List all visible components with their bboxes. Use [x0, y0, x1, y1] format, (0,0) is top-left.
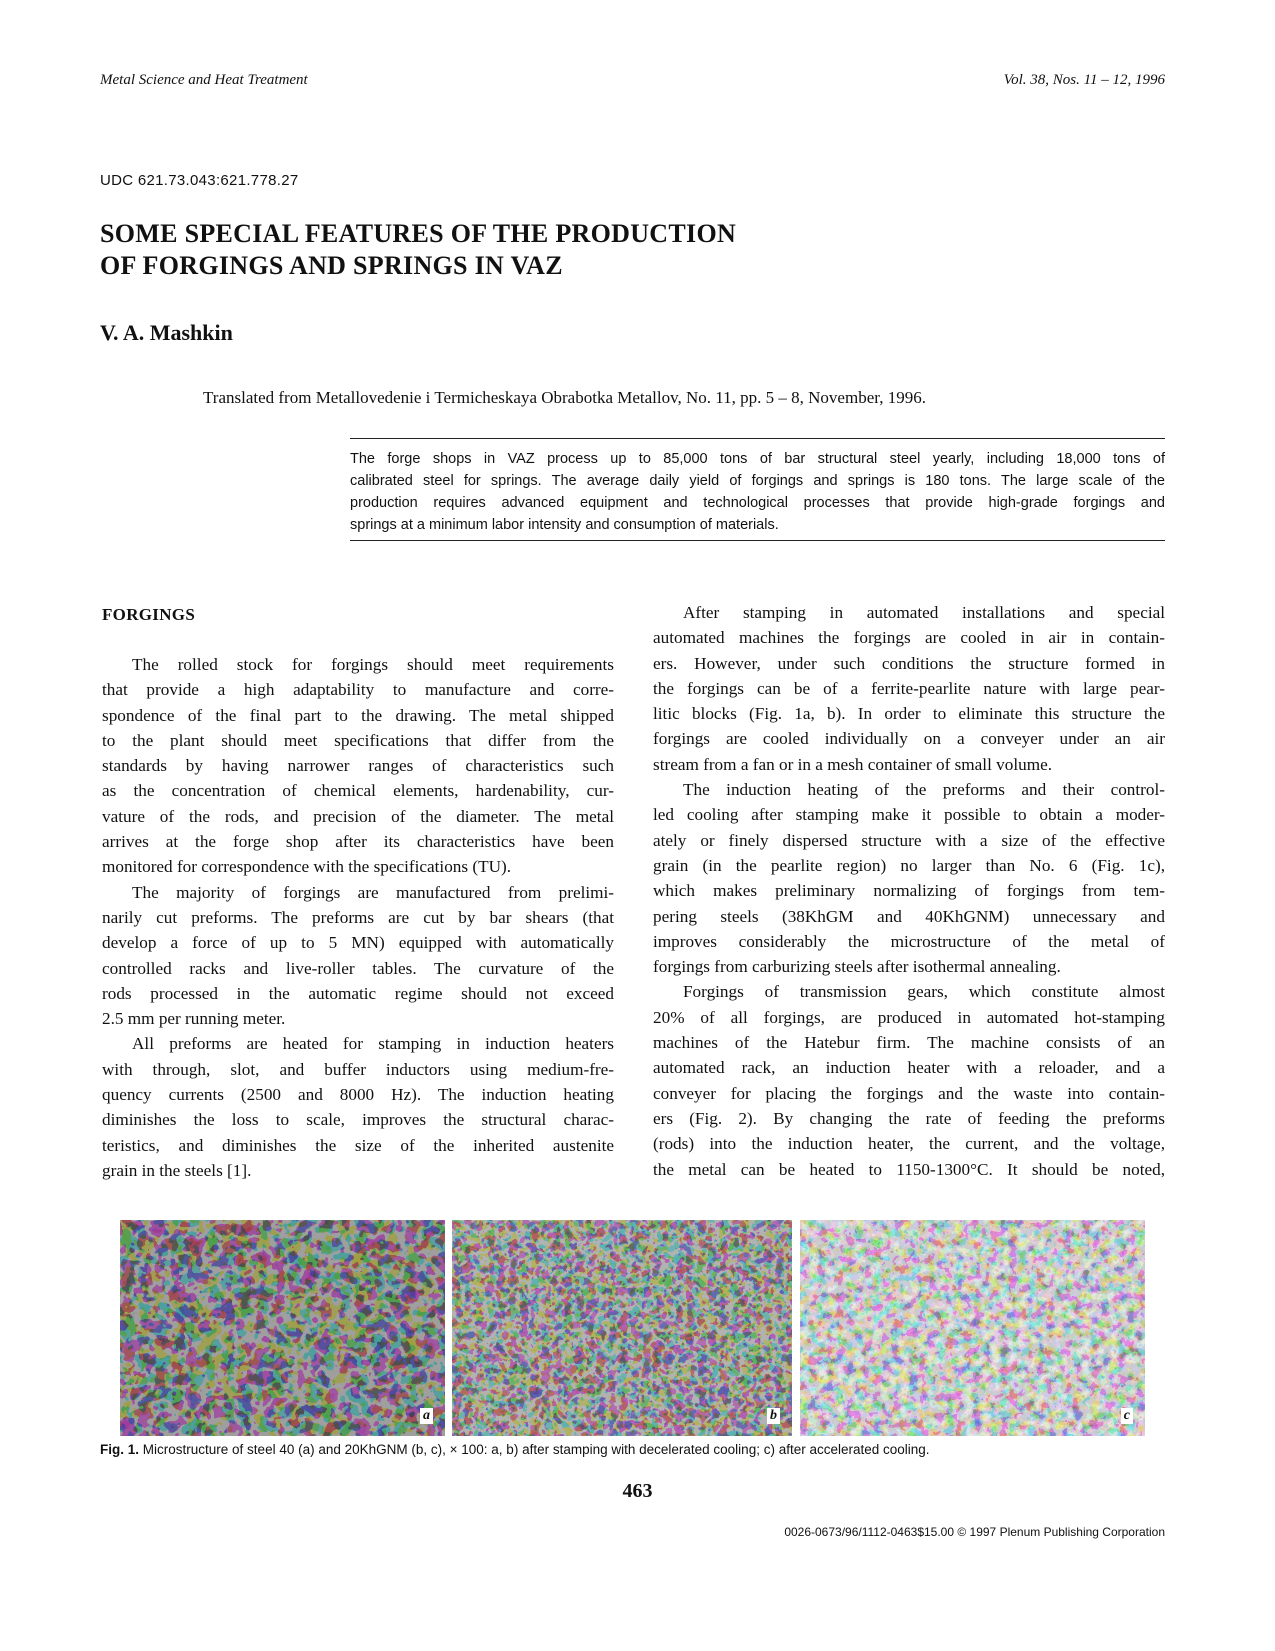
text-line: spondence of the final part to the drawing. The metal shipped [102, 705, 614, 725]
caption-label: Fig. 1. [100, 1442, 140, 1457]
text-line: monitored for correspondence with the specifications (TU). [102, 857, 512, 877]
text-line: arrives at the forge shop after its characteristics have been [102, 832, 614, 852]
caption-text: Microstructure of steel 40 (a) and 20KhGNM (b, c), × 100: a, b) after stamping with decelerated cooling; c) after accelerated cooling. [142, 1442, 930, 1457]
text-line: The induction heating of the preforms and their control- [683, 780, 1165, 800]
abstract-bottom-rule [350, 540, 1165, 541]
text-line: litic blocks (Fig. 1a, b). In order to eliminate this structure the [653, 704, 1165, 724]
translation-note: Translated from Metallovedenie i Termicheskaya Obrabotka Metallov, No. 11, pp. 5 – 8, November, 1996. [203, 388, 926, 407]
text-line: to the plant should meet specifications that differ from the [102, 730, 614, 750]
micrograph-panel-a [120, 1220, 445, 1436]
page-number: 463 [622, 1480, 653, 1502]
text-line: standards by having narrower ranges of characteristics such [102, 756, 614, 776]
udc-code: UDC 621.73.043:621.778.27 [100, 172, 299, 189]
author-name: V. A. Mashkin [100, 320, 233, 345]
text-line: forgings from carburizing steels after isothermal annealing. [653, 957, 1061, 977]
article-title [100, 218, 900, 282]
right-column [653, 600, 1165, 1182]
micrograph-a-image [120, 1220, 445, 1436]
text-line: pering steels (38KhGM and 40KhGNM) unnecessary and [653, 906, 1165, 926]
text-line: grain (in the pearlite region) no larger than No. 6 (Fig. 1c), [653, 855, 1165, 875]
text-line: led cooling after stamping make it possible to obtain a moder- [653, 805, 1165, 825]
abstract-top-rule [350, 438, 1165, 439]
text-line: develop a force of up to 5 MN) equipped with automatically [102, 933, 614, 953]
text-line: conveyer for placing the forgings and the waste into contain- [653, 1083, 1165, 1103]
text-line: narily cut preforms. The preforms are cut by bar shears (that [102, 907, 614, 927]
figure-1-micrographs [120, 1220, 1145, 1436]
figure-caption [100, 1442, 930, 1457]
text-line: grain in the steels [1]. [102, 1160, 252, 1180]
text-line: 20% of all forgings, are produced in automated hot-stamping [653, 1007, 1165, 1027]
section-heading: FORGINGS [102, 605, 196, 624]
abstract-line: springs at a minimum labor intensity and consumption of materials. [350, 517, 779, 533]
text-line: improves considerably the microstructure of the metal of [653, 931, 1165, 951]
text-line: stream from a fan or in a mesh container of small volume. [653, 754, 1053, 774]
panel-letter-a: a [420, 1408, 433, 1424]
text-line: quency currents (2500 and 8000 Hz). The induction heating [102, 1085, 614, 1105]
journal-name: Metal Science and Heat Treatment [100, 72, 308, 88]
text-line: The rolled stock for forgings should meet requirements [132, 655, 614, 674]
text-line: The majority of forgings are manufactured from prelimi- [132, 882, 614, 902]
text-line: ers (Fig. 2). By changing the rate of feeding the preforms [653, 1108, 1165, 1128]
abstract-line: The forge shops in VAZ process up to 85,000 tons of bar structural steel yearly, including 18,000 tons of [350, 451, 1165, 467]
text-line: All preforms are heated for stamping in induction heaters [132, 1034, 614, 1054]
text-line: the forgings can be of a ferrite-pearlite nature with large pear- [653, 678, 1165, 698]
micrograph-c-image [800, 1220, 1145, 1436]
micrograph-panel-b [452, 1220, 792, 1436]
abstract-line: production requires advanced equipment and technological processes that provide high-grade forgings and [350, 495, 1165, 511]
copyright-code: 0026-0673/96/1112-0463$15.00 © 1997 Plenum Publishing Corporation [784, 1525, 1165, 1539]
panel-letter-b: b [767, 1408, 780, 1424]
text-line: ers. However, under such conditions the structure formed in [653, 653, 1165, 673]
text-line: After stamping in automated installations and special [683, 603, 1165, 622]
text-line: teristics, and diminishes the size of the inherited austenite [102, 1135, 614, 1155]
abstract [350, 448, 1165, 536]
title-line-1: SOME SPECIAL FEATURES OF THE PRODUCTION [100, 219, 737, 248]
text-line: the metal can be heated to 1150-1300°C. It should be noted, [653, 1159, 1165, 1179]
text-line: ately or finely dispersed structure with a size of the effective [653, 830, 1165, 850]
text-line: as the concentration of chemical elements, hardenability, cur- [102, 781, 614, 801]
text-line: vature of the rods, and precision of the diameter. The metal [102, 806, 614, 826]
volume-info: Vol. 38, Nos. 11 – 12, 1996 [1003, 72, 1165, 88]
panel-letter-c: c [1121, 1408, 1133, 1424]
text-line: with through, slot, and buffer inductors using medium-fre- [102, 1059, 614, 1079]
micrograph-panel-c [800, 1220, 1145, 1436]
micrograph-b-image [452, 1220, 792, 1436]
text-line: automated machines the forgings are cooled in air in contain- [653, 628, 1165, 648]
text-line: controlled racks and live-roller tables. The curvature of the [102, 958, 614, 978]
text-line: diminishes the loss to scale, improves the structural charac- [102, 1110, 614, 1130]
text-line: that provide a high adaptability to manufacture and corre- [102, 680, 614, 700]
title-line-2: OF FORGINGS AND SPRINGS IN VAZ [100, 251, 563, 280]
text-line: rods processed in the automatic regime should not exceed [102, 983, 614, 1003]
text-line: (rods) into the induction heater, the current, and the voltage, [653, 1134, 1165, 1154]
text-line: forgings are cooled individually on a conveyer under an air [653, 729, 1165, 749]
text-line: Forgings of transmission gears, which constitute almost [683, 982, 1165, 1002]
left-column [102, 652, 614, 1183]
text-line: 2.5 mm per running meter. [102, 1009, 286, 1029]
text-line: which makes preliminary normalizing of forgings from tem- [653, 881, 1165, 901]
text-line: automated rack, an induction heater with a reloader, and a [653, 1058, 1165, 1078]
text-line: machines of the Hatebur firm. The machine consists of an [653, 1033, 1165, 1053]
abstract-line: calibrated steel for springs. The average daily yield of forgings and springs is 180 tons. The large scale of the [350, 473, 1165, 489]
